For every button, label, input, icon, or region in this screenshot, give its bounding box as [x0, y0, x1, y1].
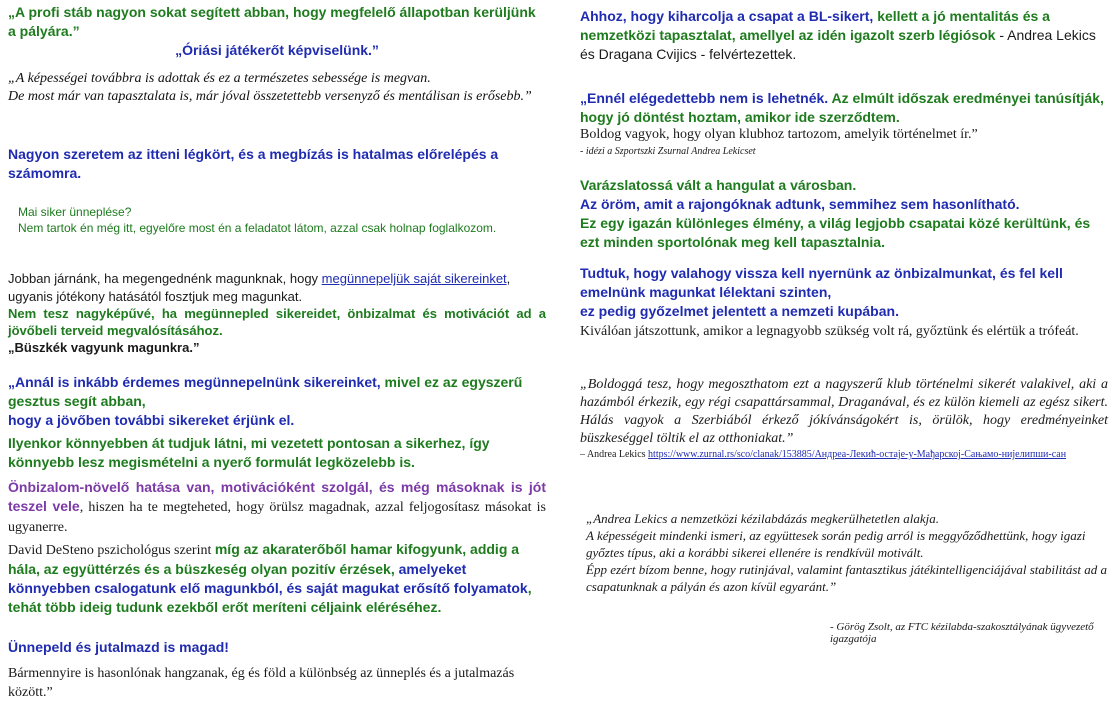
quote-oriasi: „Óriási játékerőt képviselünk.” — [175, 42, 379, 58]
jobban-text-post: , ugyanis jótékony hatásától fosztjuk meg magunkat. — [8, 271, 511, 304]
ennel-part-b: Az elmúlt időszak eredményei tanúsítják, hogy jó döntést hoztam, amikor ide szerződtem. — [580, 90, 1104, 125]
ahhoz-part-a: Ahhoz, hogy kiharcolja a csapat a BL-sikert, — [580, 8, 874, 24]
ahhoz-part-b: kellett a jó mentalitás és a nemzetközi tapasztalat, amellyel az idén igazolt szerb légiósok — [580, 8, 1050, 43]
quote-kepessegei-line1: „A képességei továbbra is adottak és ez a természetes sebessége is megvan. — [8, 71, 431, 86]
desteno-part-3: amelyeket könnyebben csalogatunk elő magunkból, és saját magukat erősítő folyamatok — [8, 561, 528, 596]
unneples-question: Mai siker ünneplése? — [18, 205, 132, 219]
para-desteno — [8, 540, 546, 617]
para-kivaloan: Kiválóan játszottunk, amikor a legnagyobb szükség volt rá, győztünk és elértük a trófeát. — [580, 324, 1079, 339]
jobban-text-pre: Jobban járnánk, ha megengednénk magunknak, hogy — [8, 271, 322, 286]
quote-ennel — [580, 89, 1108, 127]
para-tudtuk — [580, 264, 1108, 321]
onbizalom-part-a: Önbizalom-növelő hatása van, motivációként szolgál, és még másoknak is jót teszel vele — [8, 479, 546, 514]
onbizalom-part-b: , hiszen ha te megteheted, hogy örülsz magadnak, azzal feljogosítasz másokat is ugyanerre. — [8, 500, 546, 535]
tudtuk-line1: Tudtuk, hogy valahogy vissza kell nyernünk az önbizalmunkat, és fel kell emelnünk magunkat lélektani szinten, — [580, 265, 1063, 300]
ennel-part-a: „Ennél elégedettebb nem is lehetnék. — [580, 90, 829, 106]
source-link[interactable]: https://www.zurnal.rs/sco/clanak/153885/Андреа-Лекић-остаје-у-Мађарској-Сањамо-нијелипши-сан — [648, 449, 1067, 460]
source-label: – Andrea Lekics — [580, 449, 649, 460]
quote-buszkek: „Büszkék vagyunk magunkra.” — [8, 340, 200, 355]
unneples-block — [18, 204, 546, 236]
para-legkor: Nagyon szeretem az itteni légkört, és a megbízás is hatalmas előrelépés a számomra. — [8, 146, 499, 181]
desteno-part-1: David DeSteno pszichológus szerint — [8, 543, 215, 558]
tudtuk-line2: ez pedig győzelmet jelentett a nemzeti kupában. — [580, 303, 899, 319]
para-barmennyire: Bármennyire is hasonlónak hangzanak, ég és föld a különbség az ünneplés és a jutalmazás között.” — [8, 666, 515, 700]
quote-boldogga: „Boldoggá tesz, hogy megoszthatom ezt a nagyszerű klub történelmi sikerét valakivel, aki a hazámból érkezik, egy régi csapattársammal, Draganával, és ez külön kiemeli az egész sikert. Hálás vagyok a Szerbiából érkező jókívánságokért is, örülök, hogy eredményeinket büszkeséggel töltik el az otthoniakat.” — [580, 377, 1108, 446]
quote-kepessegei — [8, 70, 546, 106]
heading-unnepeld: Ünnepeld és jutalmazd is magad! — [8, 639, 229, 655]
varazs-line1: Varázslatossá vált a hangulat a városban. — [580, 177, 857, 193]
varazs-line3: Ez egy igazán különleges élmény, a világ legjobb csapatai közé kerültünk, és ezt minden sportolónak meg kell tapasztalnia. — [580, 215, 1091, 250]
unneples-answer: Nem tartok én még itt, egyelőre most én a feladatot látom, azzal csak holnap foglalkozom. — [18, 221, 497, 235]
quote-gorog — [586, 510, 1108, 595]
quote-boldog: Boldog vagyok, hogy olyan klubhoz tartozom, amelyik történelmet ír.” — [580, 127, 978, 142]
desteno-part-4: , tehát több ideig tudunk ezekből erőt meríteni céljaink eléréséhez. — [8, 580, 532, 615]
para-ilyenkor: Ilyenkor könnyebben át tudjuk látni, mi vezetett pontosan a sikerhez, így könnyebb lesz megismételni a nyerő formulát legközelebb is. — [8, 435, 490, 470]
gorog-line3: Épp ezért bízom benne, hogy rutinjával, valamint fantasztikus játékintelligenciájával stabilitást ad a csapatunknak a pályán és azon kívül egyaránt.” — [586, 562, 1108, 594]
desteno-part-2: míg az akaraterőből hamar kifogyunk, addig a hála, az együttérzés és a büszkeség olyan pozitív érzések, — [8, 541, 520, 577]
annal-part-b: mivel ez az egyszerű gesztus segít abban, — [8, 374, 523, 409]
varazs-line2: Az öröm, amit a rajongóknak adtunk, semmihez sem hasonlítható. — [580, 196, 1020, 212]
para-onbizalom — [8, 478, 546, 537]
para-varazs — [580, 176, 1108, 252]
attribution-gorog: - Görög Zsolt, az FTC kézilabda-szakosztályának ügyvezető igazgatója — [830, 621, 1094, 645]
attribution-idezi: - idézi a Szportszki Zsurnal Andrea Lekicset — [580, 146, 756, 157]
annal-part-a: „Annál is inkább érdemes megünnepelnünk sikereinket, — [8, 374, 381, 390]
para-jobban — [8, 270, 546, 306]
ahhoz-part-c: - Andrea Lekics és Dragana Cvijics - felvértezettek. — [580, 27, 1096, 62]
para-annal — [8, 373, 546, 430]
para-ahhoz — [580, 7, 1108, 64]
annal-part-c: hogy a jövőben további sikereket érjünk el. — [8, 412, 295, 428]
para-nem-tesz: Nem tesz nagyképűvé, ha megünnepled sikereidet, önbizalmat és motivációt ad a jövőbeli terveid megvalósításához. — [8, 306, 546, 338]
quote-profi-stab: „A profi stáb nagyon sokat segített abban, hogy megfelelő állapotban kerüljünk a pályára.” — [8, 4, 536, 39]
quote-kepessegei-line2: De most már van tapasztalata is, már jóval összetettebb versenyző és mentálisan is erősebb.” — [8, 89, 532, 104]
source-line — [580, 449, 1108, 460]
gorog-line1: „Andrea Lekics a nemzetközi kézilabdázás megkerülhetetlen alakja. — [586, 511, 939, 526]
gorog-line2: A képességeit mindenki ismeri, az együttesek során pedig arról is meggyőződhettünk, hogy igazi győztes típus, aki a korábbi sikerei ellenére is rendkívül motivált. — [586, 528, 1086, 560]
jobban-link[interactable]: megünnepeljük saját sikereinket — [321, 271, 507, 286]
